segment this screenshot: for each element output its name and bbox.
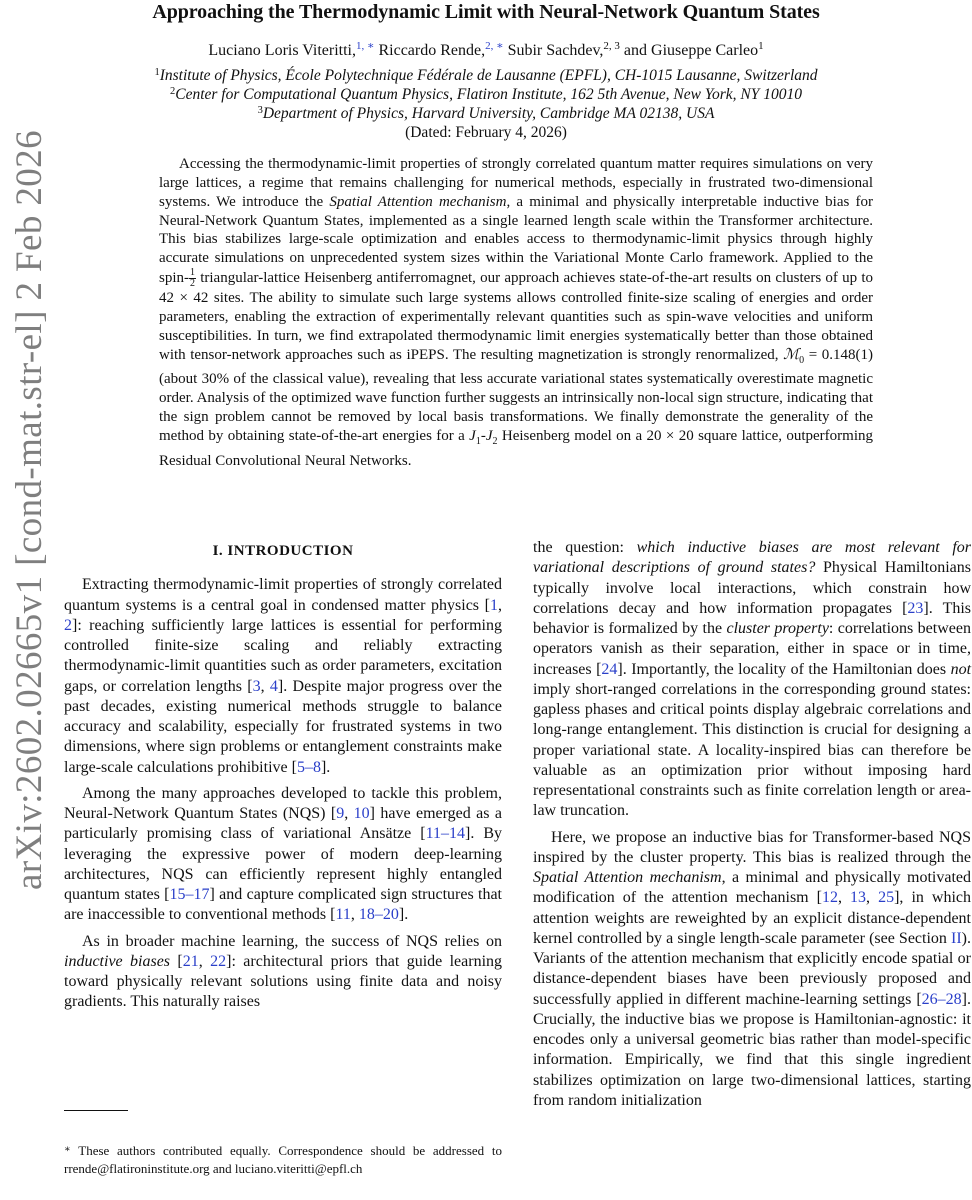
- intro-paragraph-3: As in broader machine learning, the success of NQS relies on inductive biases [21, 22]: architectural priors that guide learning toward physically relevant solutions using finite data and noisy gradients. This naturally raises: [64, 932, 503, 1011]
- citation-link[interactable]: 18–20: [358, 906, 399, 924]
- author-1: Luciano Loris Viteritti,: [208, 42, 356, 59]
- citation-link[interactable]: 10: [353, 805, 370, 822]
- abstract: Accessing the thermodynamic-limit properties of strongly correlated quantum matter requires simulations on very large lattices, a regime that remains challenging for numerical methods, especially in frustrated two-dimensional systems. We introduce the Spatial Attention mechanism, a minimal and physically interpretable inductive bias for Neural-Network Quantum States, implemented as a single learned length scale within the Transformer architecture. This bias stabilizes large-scale optimization and enables access to thermodynamic-limit physics through highly accurate simulations on unprecedented system sizes within the Variational Monte Carlo framework. Applied to the spin- $\frac{1}{2}$ triangular-lattice Heisenberg antiferromagnet, our approach achieves state-of-the-art results on clusters of up to 42 × 42 sites. The ability to simulate such large systems allows controlled finite-size scaling of energies and order parameters, enabling the extraction of experimentally relevant quantities such as spin-wave velocities and uniform susceptibilities. In turn, we find extrapolated thermodynamic limit energies systematically better than those obtained with tensor-network approaches such as iPEPS. The resulting magnetization is strongly renormalized, ℳ$_0$ = 0.148(1) (about 30% of the classical value), revealing that less accurate variational states systematically overestimate magnetic order. Analysis of the optimized wave function further suggests an intrinsically non-local sign structure, indicating that the sign problem cannot be removed by local basis transformations. We finally demonstrate the generality of the method by obtaining state-of-the-art energies for a $J_1-J_2$ Heisenberg model on a 20 × 20 square lattice, outperforming Residual Convolutional Neural Networks.: [159, 156, 873, 469]
- citation-link[interactable]: 21: [182, 952, 199, 970]
- citation-link[interactable]: 11–14: [425, 825, 465, 843]
- author-4: Giuseppe Carleo: [651, 42, 759, 59]
- intro-paragraph-2: Among the many approaches developed to tackle this problem, Neural-Network Quantum States (NQS) [9, 10] have emerged as a particularly promising class of variational Ansätze [11–14]. By leveraging the expressive power of modern deep-learning architectures, NQS can efficiently represent highly entangled quantum states [15–17] and capture complicated sign structures that are inaccessible to conventional methods [11, 18–20].: [64, 784, 503, 924]
- intro-paragraph-1: Extracting thermodynamic-limit properties of strongly correlated quantum systems is a central goal in condensed matter physics [1, 2]: reaching sufficiently large lattices is essential for performing controlled finite-size scaling and reliably extracting thermodynamic-limit quantities such as order parameters, excitation gaps, or correlation lengths [3, 4]. Despite major progress over the past decades, existing numerical methods struggle to balance accuracy and scalability, especially for frustrated systems in two dimensions, where sign problems or entanglement constraints make large-scale calculations prohibitive [5–8].: [64, 576, 503, 776]
- citation-link[interactable]: 13: [850, 889, 867, 907]
- author-3-affil: 2, 3: [603, 40, 620, 52]
- author-and: and: [623, 42, 648, 59]
- citation-link[interactable]: 22: [210, 952, 227, 970]
- citation-link[interactable]: 1: [490, 596, 498, 614]
- fraction-half: $\frac{1}{2}$: [190, 267, 195, 290]
- paper-title: Approaching the Thermodynamic Limit with Neural-Network Quantum States: [152, 1, 820, 23]
- intro-paragraph-5: Here, we propose an inductive bias for Transformer-based NQS inspired by the cluster property. This bias is realized through the Spatial Attention mechanism, a minimal and physically motivated modification of the attention mechanism [12, 13, 25], in which attention weights are reweighted by an explicit distance-dependent kernel controlled by a single length-scale parameter (see Section II). Variants of the attention mechanism that explicitly encode spatial or distance-dependent biases have been previously proposed and successfully applied in different machine-learning settings [26–28]. Crucially, the inductive bias we propose is Hamiltonian-agnostic: it encodes only a universal geometric bias rather than model-specific information. Empirically, we find that this single ingredient stabilizes optimization on large two-dimensional lattices, starting from random initialization: [533, 828, 972, 1109]
- affiliation-1: $^1$Institute of Physics, École Polytechnique Fédérale de Lausanne (EPFL), CH-1015 Lausanne, Switzerland: [154, 67, 818, 84]
- author-1-affil[interactable]: 1, ∗: [355, 40, 375, 52]
- citation-link[interactable]: 4: [269, 677, 278, 695]
- citation-link[interactable]: 23: [907, 599, 924, 617]
- section-heading-introduction: I. INTRODUCTION: [212, 543, 354, 559]
- intro-paragraph-4: the question: which inductive biases are most relevant for variational descriptions of ground states? Physical Hamiltonians typically involve local interactions, which constrain how correlations decay and how information propagates [23]. This behavior is formalized by the cluster property: correlations between operators vanish as their separation, either in space or in time, increases [24]. Importantly, the locality of the Hamiltonian does not imply short-ranged correlations in the corresponding ground states: gapless phases and critical points display algebraic correlations and long-range entanglement. This distinction is crucial for designing a proper variational state. A locality-inspired bias can therefore be valuable as an optimization prior without imposing hard representational constraints such as finite correlation length or area-law truncation.: [533, 539, 972, 820]
- citation-link[interactable]: 25: [878, 889, 895, 907]
- left-column: [64, 538, 502, 1013]
- arxiv-identifier: [0, 0, 60, 1200]
- affiliation-3: $^3$Department of Physics, Harvard University, Cambridge MA 02138, USA: [257, 105, 715, 122]
- citation-link[interactable]: 2: [64, 616, 72, 634]
- citation-link[interactable]: 9: [336, 805, 345, 822]
- citation-link[interactable]: 24: [601, 660, 618, 678]
- section-link[interactable]: II: [951, 929, 962, 947]
- author-3: Subir Sachdev,: [507, 42, 604, 59]
- citation-link[interactable]: 12: [822, 889, 838, 907]
- citation-link[interactable]: 15–17: [169, 886, 210, 903]
- citation-link[interactable]: 3: [252, 677, 261, 695]
- author-2: Riccardo Rende,: [378, 42, 486, 59]
- author-list: [0, 41, 972, 61]
- citation-link[interactable]: 11: [335, 906, 351, 924]
- affiliation-2: $^2$Center for Computational Quantum Physics, Flatiron Institute, 162 5th Avenue, New York, NY 10010: [170, 86, 802, 103]
- author-4-affil: 1: [758, 40, 764, 52]
- footnote-divider: [64, 1110, 128, 1111]
- affiliations: [0, 66, 972, 142]
- footnote: [64, 1142, 502, 1177]
- citation-link[interactable]: 26–28: [921, 990, 962, 1008]
- arxiv-id-text: arXiv:2602.02665v1 [cond-mat.str-el] 2 Feb 2026: [9, 130, 50, 890]
- date-line: (Dated: February 4, 2026): [405, 124, 567, 141]
- right-column: [533, 538, 971, 1111]
- footnote-mark: ∗: [64, 1144, 71, 1155]
- citation-link[interactable]: 5–8: [296, 758, 321, 776]
- footnote-text: These authors contributed equally. Correspondence should be addressed to rrende@flatironinstitute.org and luciano.viteritti@epfl.ch: [64, 1143, 502, 1176]
- author-2-affil[interactable]: 2, ∗: [485, 40, 504, 52]
